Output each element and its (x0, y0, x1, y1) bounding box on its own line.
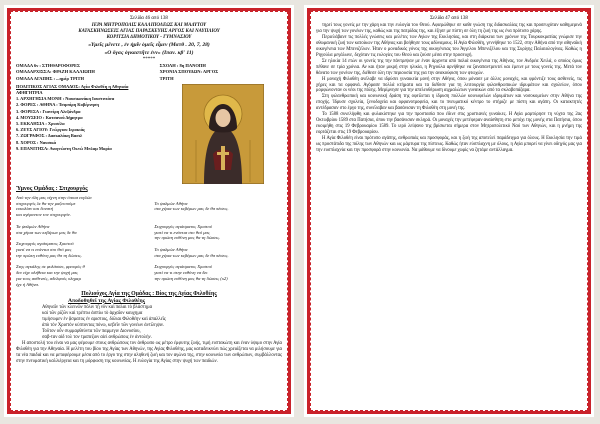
poem-line: καὶ τῶν ρίζῶν καὶ τρέπτω ἀσπίω τὸ ἀρχαῖον καυχημα (42, 310, 143, 316)
hymn-line: γιατί να τι ενάντια στο θεό μας (16, 247, 72, 253)
body-paragraph: Η αποστολή του είναι να μας φέρουμε στους ανθρώπους τον άνθρωπο ως μέτρο έμφυτης ζωής, τιμή ευπτακώτη και έναν ύψιμο στην Αγία Φιλοθέη για την Αθηναία. Η μελέτη του βίου της Αγίας των Αθηνών, της Αγίας Φιλοθέης, μας καταδεικνύει πώς χρειάζεται να μιλήσουμε για τα νέα παιδιά και να μεταφέρουμε μέσα από το έργο της στην αληθινή ζωή και τον αγώνα της, στην κοινωνία των ανθρώπων, συμβάλλοντας στην πνευματική καλλιέργεια και τη μόρφωση της κοινωνίας. Η ευλογία της Αγίας στην ψυχή των παιδιών. (16, 340, 282, 364)
info-right: ΧΡΟΝΙΑ ΣΠΟΥΔΩΝ: ΑΡΓΟΣ (159, 69, 219, 75)
poem-line: ἀπὸ τὸν Χριστὸν κύπτοντας πόνω, κεβεῖν τῶν γονέων ἀντίληψιν. (42, 322, 165, 328)
verse-2: «Ο ὄγας ὁγκαστῆτε ἐνν» (Ιπαν. κβ' 11) (104, 50, 194, 57)
hymn-line: Στιχουργός αγιάσματος Χριστού (154, 223, 212, 229)
saint-icon-frame (165, 84, 282, 184)
hymn-line: και αγέραντον τον στιχουργόν. (16, 212, 71, 218)
body-paragraph: Το 1588 συνελήφθη και φυλακίστηκε για την προστασία που έδινε στις χριστιανές γυναίκες. Η Αγία μαρτύρησε τη νύχτα της 2ας Οκτωβρίου 1589 στα Πατήσια, όπου την βασάνισαν σκληρά. Οι μοναχές την μετέφεραν αναίσθητη στο μετόχι της μονής στα Πατήσια, όπου εκοιμήθη στις 19 Φεβρουαρίου 1589. Το ιερό λείψανο της βρίσκεται σήμερα στον Μητροπολιτικό Ναό των Αθηνών, και η μνήμη της εορτάζεται στις 19 Φεβρουαρίου. (316, 112, 582, 136)
hymn-line: Τα ψαλμών Αθήνα (16, 223, 50, 229)
left-page-content (16, 15, 282, 409)
role-line: 3. ΦΟΡΕΣΑ : Γιαννίρη Αλεξάνδρα (16, 108, 81, 114)
life-heading: Πολιούχος Αγία της Ομάδας : Βίος της Αγίας Φιλοθέης (81, 290, 217, 297)
poem-line: τιμήσωμεν ἐν ᾄσματος ἐν αριστοις, δόλιαι Φιλοθέην καὶ ἀπαλλεῖς (42, 316, 166, 322)
hymn-columns (16, 195, 282, 288)
hymn-line: Στης αγκάλης σε φυλάσσει, φρουρός θ (16, 264, 85, 270)
role-line: 4. ΜΟΥΣΕΙΟ : Κατσανού Δήμητρα (16, 114, 83, 120)
role-line: 6. ΖΕΥΣ ΑΓΙΟΥ: Γεώργιου Ιεροκιάς (16, 127, 85, 133)
role-line: 7. ΖΩΓΡΑΦΟΣ : Δασκαλάκη Βασιλ (16, 133, 83, 139)
separator-stars: ***** (142, 57, 156, 63)
roles-and-icon (16, 84, 282, 184)
hymn-line: γιατί να τι ενάντια στο θεό μας (154, 229, 210, 235)
header-line: ΚΑΤΑΣΚΗΝΩΣΕΙΣ ΑΓΙΑΣ ΠΑΡΑΣΚΕΥΗΣ ΑΡΓΟΣ ΚΑΙ ΝΑΥΠΛΙΟΥ (78, 29, 220, 35)
right-page-content (316, 15, 582, 409)
body-paragraph: Σε ηλικία 14 ετών οι γονείς της την πάντρεψαν με έναν άρχοντα από παλιά οικογένεια της Αθήνας, τον Ανδρέα Χειλά, ο οποίος όμως πέθανε σε τρία χρόνια. Αν και ήταν μικρή στην ηλικία, η Ρηγούλα αρνήθηκε να ξαναπαντρευτεί και έμεινε με τους γονείς της. Μετά τον θάνατο των γονέων της, διέθεσε όλη την περιουσία της για την ανακούφιση των φτωχών. (316, 58, 582, 76)
hymn-line: για τους ασθενείς, αδελφούς ολημερ (16, 276, 81, 282)
role-line: 1. ΑΡΧΗΓΗΣΙΑ ΜΟΝΗ : Ναυσικανάκη Ιουστινιάνα (16, 96, 115, 102)
info-left: ΟΜΑΔΑ 6ν : ΣΤΗΘΑΡΟΦΟΡΕΣ (16, 63, 80, 69)
hymn-line: την πρώτη ευθύνη μας θα τη δώσεις. (16, 252, 82, 258)
hymn-line: στιχουργός λε θα την μαζευτούμε (16, 200, 76, 206)
hymn-line: ευκολίαν και δυνατή (16, 206, 53, 212)
hymn-line: Στιχουργός αγιάσματος Χριστού (16, 241, 74, 247)
info-right: ΤΡΙΤΗ (159, 75, 174, 81)
poem-line: σαβ-ταν αἰδ τολ τον τραπεζιον αἰεί ανθρώποις ἐν ἀντολήν. (42, 334, 152, 340)
hymn-line: την πρώτη ευθύνη μας θα τη δώσεις (x2) (154, 276, 228, 282)
body-paragraph: Περιελάβανε τις πολλές γνώσεις και μελέτες των Αγίων της Εκκλησίας, και στη διάρκεια των χρόνων της Τουρκοκρατίας γνώρισε την οθωμανική ζωή των κατοίκων της Αθήνας και βοήθησε τους αδύναμους. Η Αγία Φιλοθέη, γεννήθηκε το 1522, στην Αθήνα από την αθηναϊκή οικογένεια των Μπενιζέλων. Ήταν ο μοναδικός γόνος της οικογένειας του Άγγελου Μπενιζέλου και της Συρίγης Παλαιολογίνας. Καθώς η Ρηγούλα μεγάλωνε, δεχόταν τις ευλογίες του Θεού και ζούσε μέσα στην προσευχή. (316, 34, 582, 58)
page-number: Σελίδα 46 από 138 (130, 16, 168, 21)
info-row (16, 76, 282, 82)
role-line: ΑΦΗΓΗΤΡΙΑ (16, 89, 43, 95)
hymn-line: την πρώτη ευθύνη μας θα τη δώσεις. (154, 235, 221, 241)
hymn-line: γιατί να τι στην ευθύνη να δει (154, 270, 208, 276)
verse-1: «Υμεῖς μένετε , ἐν ἡμῖν ὁμεῖς εἶμεν (Ματθ . 20, 7, 28) (88, 42, 210, 49)
info-left: ΟΜΑΔΑΡΧΙΣΣΑ: ΦΡΑΖΗ ΚΑΛΛΙΩΠΗ (16, 69, 95, 75)
hymn-line: Από την όλη μας τέχνη στην όποια ευγλώτ (16, 194, 92, 200)
saint-philothei-icon (182, 84, 264, 184)
roles-list (16, 84, 165, 184)
hymn-heading: Ύμνος Ομάδας : Στιχουργός (16, 185, 88, 192)
role-line: 8. ΧΟΡΟΣ : Ναυσικά (16, 139, 57, 145)
body-paragraph: τηρεί τους γονείς με την χάρη και την ευλογία του Θεού. Αφιερώθηκε σε καθε γνώση της διδασκαλίας της και προσευχόταν καθημερινά για την ψυχή των γονέων της, καθώς και της πατρίδας της, και έζησε με πίστη σε όλη τη ζωή της ως ένα πρότυπο χάρης. (316, 23, 582, 34)
body-paragraph: Η μοναχή Φιλοθέη ανέλαβε να ιδρύσει γυναικεία μονή στην Αθήνα, όπου μόνασε με άλλες μοναχές, και φρόντιζε τους ασθενείς, τις χήρες και τα ορφανά. Αγόρασε πολλά κτήματα και τα διέθεσε για τη λειτουργία φιλανθρωπικών ιδρυμάτων και σχολείων, όπου μορφώνονταν οι νέοι της πόλης. Μερίμνησε για την απελευθέρωση αιχμαλώτων γυναικών από τα σκλαβοπάζαρα. (316, 76, 582, 94)
hymn-right-column (154, 195, 282, 288)
body-paragraph: Στη φιλανθρωπική και κοινωνική δράση της οφείλεται η ίδρυση πολλών κοινωφελών ιδρυμάτων και νοσοκομείων στην Αθήνα της εποχής. Ίδρυσε σχολεία, ξενοδοχεία και ορφανοτροφεία, και το πνευματικό κέντρο το στήριζε με πίστη και αγάπη. Οι κατακτητές αντέδρασαν στο έργο της, συνέλαβαν και βασάνισαν τη Φιλοθέη στη μονή της. (316, 94, 582, 112)
header-line: ΙΕΡΑ ΜΗΤΡΟΠΟΛΙΣ ΚΑΛΛΙΠΟΛΕΩΣ ΚΑΙ ΜΑΔΥΤΟΥ (91, 23, 207, 28)
life-subheading: Αποδοθηθεί της Αγίας Φιλοθέης (68, 297, 146, 304)
role-line: 5. ΕΚΚΛΗΣΙΑ : Χρυσέλα (16, 120, 65, 126)
info-left: ΟΜΑΔΑ ΑΓΑΠΗΣ : ...ημέρ ΤΡΙΤΗ (16, 75, 85, 81)
hymn-line: Το ψαλμών Αθήνα (154, 247, 188, 253)
hymn-line: Το ψαλμών Αθήνα (154, 200, 188, 206)
hymn-line: Στιχουργός αγιάσματος Χριστού (154, 264, 212, 270)
page-number: Σελίδα 47 από 138 (430, 16, 468, 21)
hymn-left-column (16, 195, 149, 288)
hymn-line: έχε ή Αθήνα. (16, 281, 40, 287)
hymn-line: στα χέρια των κεβέρων μας δε θα πέσεις. (154, 252, 229, 258)
poem-line: Αθηναΐν τῶν κλεινῶν πόλιν τῇ νῦν καὶ παλαι τὸ βλάστημα (42, 304, 153, 310)
hymn-poem (42, 305, 282, 341)
right-page (304, 5, 594, 417)
role-line: 2. ΦΟΡΕΣ : ΑΘΗΝΑ : Τσιμπίρη Κυβέρνηση (16, 102, 99, 108)
roles-title: ΠΟΛΙΤΙΚΟΣ ΑΓΙΑΣ ΟΜΑΔΟΣ: Αγία Φιλοθέη η Αθηναία (16, 83, 129, 89)
hymn-line: στα χέρια των κεβέρων μας δε θα πέσεις. (154, 206, 229, 212)
role-line: 9. ΕΠΑΝΙΤΗΣΑ: Αναγνώστη Οκτώ Μπλαμ Μαρία (16, 145, 112, 151)
body-paragraph: Η Αγία Φιλοθέη είναι πρότυπο αγάπης, ανθρωπιάς και προσφοράς, και η ζωή της αποτελεί παράδειγμα για όλους. Η Εκκλησία την τιμά ως προστάτιδα της πόλης των Αθηνών και ως μάρτυρα της πίστεως. Καθώς ήταν εύσπλαχνη με όλους, η Αγία μπορεί να γίνει οδηγός μας για την ευσπλαχνία και την προσφορά στην κοινωνία. Να μάθουμε να δίνουμε χωρίς να ζητάμε αντάλλαγμα. (316, 136, 582, 154)
poem-line: Τοῦτον οὖν συμμαρθεύντα τῶν παμμεγιν Διονυσίου, (42, 328, 141, 334)
header-line: ΚΟΡΙΤΣΙΑ ΔΗΜΟΤΙΚΟΥ - ΓΥΜΝΑΣΙΟΥ (106, 35, 192, 41)
hymn-line: δεν είχε αλήθεια και την ψυχή μας (16, 270, 78, 276)
hymn-line: στα χέρια των κεβέρων μας δε θα (16, 229, 77, 235)
info-right: ΣΧΟΛΗ : 8η ΠΑΝΟΠΗ (159, 63, 206, 69)
left-page (4, 5, 294, 417)
